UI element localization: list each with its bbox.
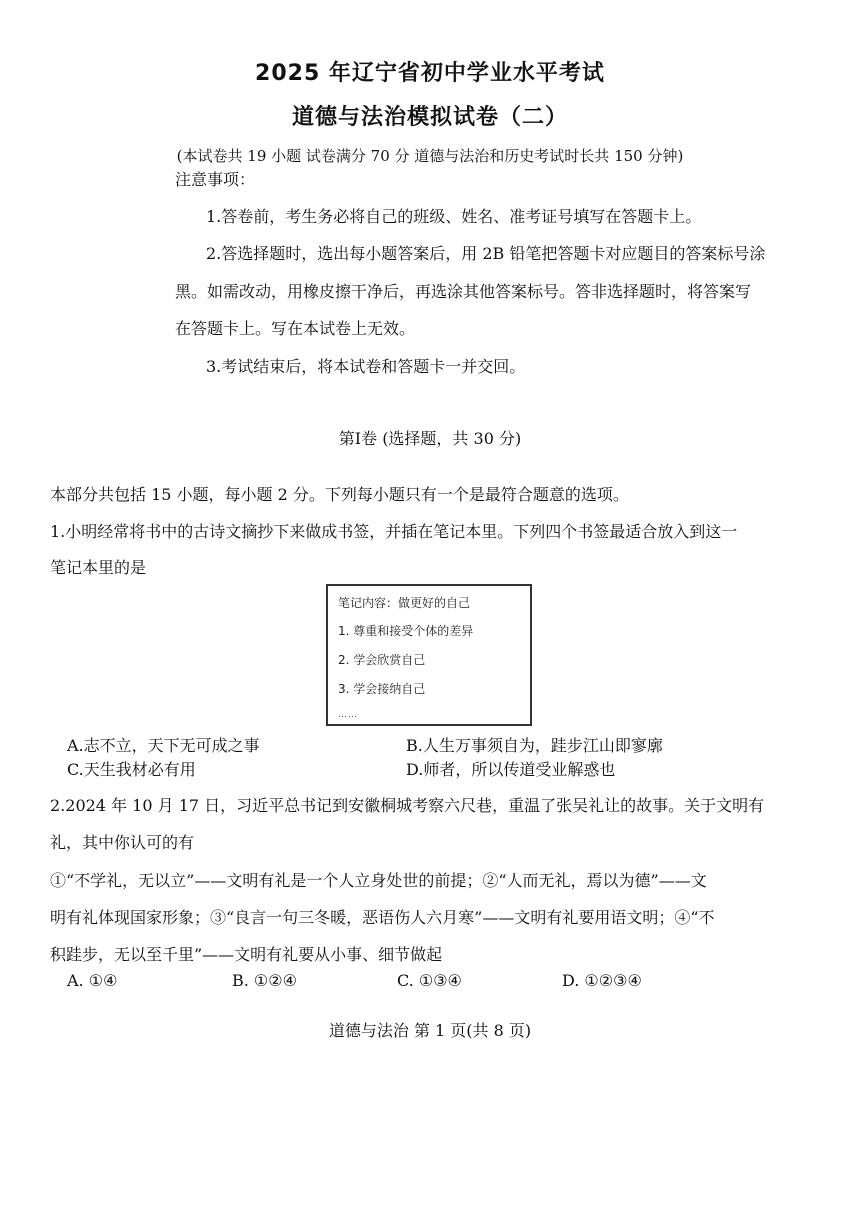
question-2-stem: 2.2024 年 10 月 17 日，习近平总书记到安徽桐城考察六尺巷，重温了张吴礼让的故事。关于文明有 <box>50 796 765 815</box>
note-heading: 笔记内容：做更好的自己 <box>338 596 471 610</box>
question-1-option-c: C.天生我材必有用 <box>67 760 196 779</box>
exam-title: 2025 年辽宁省初中学业水平考试 <box>255 61 605 86</box>
exam-info: (本试卷共 19 小题 试卷满分 70 分 道德与法治和历史考试时长共 150 分钟) <box>176 147 684 165</box>
notice-item-3: 3.考试结束后，将本试卷和答题卡一并交回。 <box>206 357 526 376</box>
note-item-2: 2. 学会欣赏自己 <box>338 653 426 667</box>
notice-heading: 注意事项： <box>175 170 256 189</box>
question-1-stem-cont: 笔记本里的是 <box>50 558 147 577</box>
note-item-3: 3. 学会接纳自己 <box>338 682 426 696</box>
question-1-option-b: B.人生万事须自为，跬步江山即寥廓 <box>406 736 663 755</box>
question-1-option-a: A.志不立，天下无可成之事 <box>67 736 260 755</box>
note-item-1: 1. 尊重和接受个体的差异 <box>338 624 474 638</box>
exam-subject-title: 道德与法治模拟试卷（二） <box>291 105 568 130</box>
question-2-statements: ①“不学礼，无以立”——文明有礼是一个人立身处世的前提；②“人而无礼，焉以为德”——文 <box>50 871 707 890</box>
question-2-option-c: C. ①③④ <box>397 971 462 990</box>
question-2-option-b: B. ①②④ <box>232 971 297 990</box>
note-card-image <box>326 584 532 726</box>
notice-item-1: 1.答卷前，考生务必将自己的班级、姓名、准考证号填写在答题卡上。 <box>206 207 702 226</box>
notice-item-2-cont: 黑。如需改动，用橡皮擦干净后，再选涂其他答案标号。答非选择题时，将答案写 <box>175 282 752 301</box>
question-1-stem: 1.小明经常将书中的古诗文摘抄下来做成书签，并插在笔记本里。下列四个书签最适合放入到这一 <box>50 522 738 541</box>
question-2-statements-cont: 积跬步，无以至千里”——文明有礼要从小事、细节做起 <box>50 945 443 964</box>
question-1-option-d: D.师者，所以传道受业解惑也 <box>406 760 616 779</box>
page-footer: 道德与法治 第 1 页(共 8 页) <box>328 1021 532 1040</box>
notice-item-2: 2.答选择题时，选出每小题答案后，用 2B 铅笔把答题卡对应题目的答案标号涂 <box>206 244 766 263</box>
note-ellipsis: …… <box>338 710 358 720</box>
notice-item-2-cont: 在答题卡上。写在本试卷上无效。 <box>175 319 416 338</box>
section-intro: 本部分共包括 15 小题，每小题 2 分。下列每小题只有一个是最符合题意的选项。 <box>50 485 629 504</box>
question-2-stem-cont: 礼，其中你认可的有 <box>50 833 195 852</box>
question-2-option-d: D. ①②③④ <box>562 971 642 990</box>
section-title: 第Ⅰ卷 (选择题，共 30 分) <box>338 429 522 448</box>
question-2-statements-cont: 明有礼体现国家形象；③“良言一句三冬暖，恶语伤人六月寒”——文明有礼要用语文明；④“不 <box>50 908 715 927</box>
question-2-option-a: A. ①④ <box>67 971 118 990</box>
